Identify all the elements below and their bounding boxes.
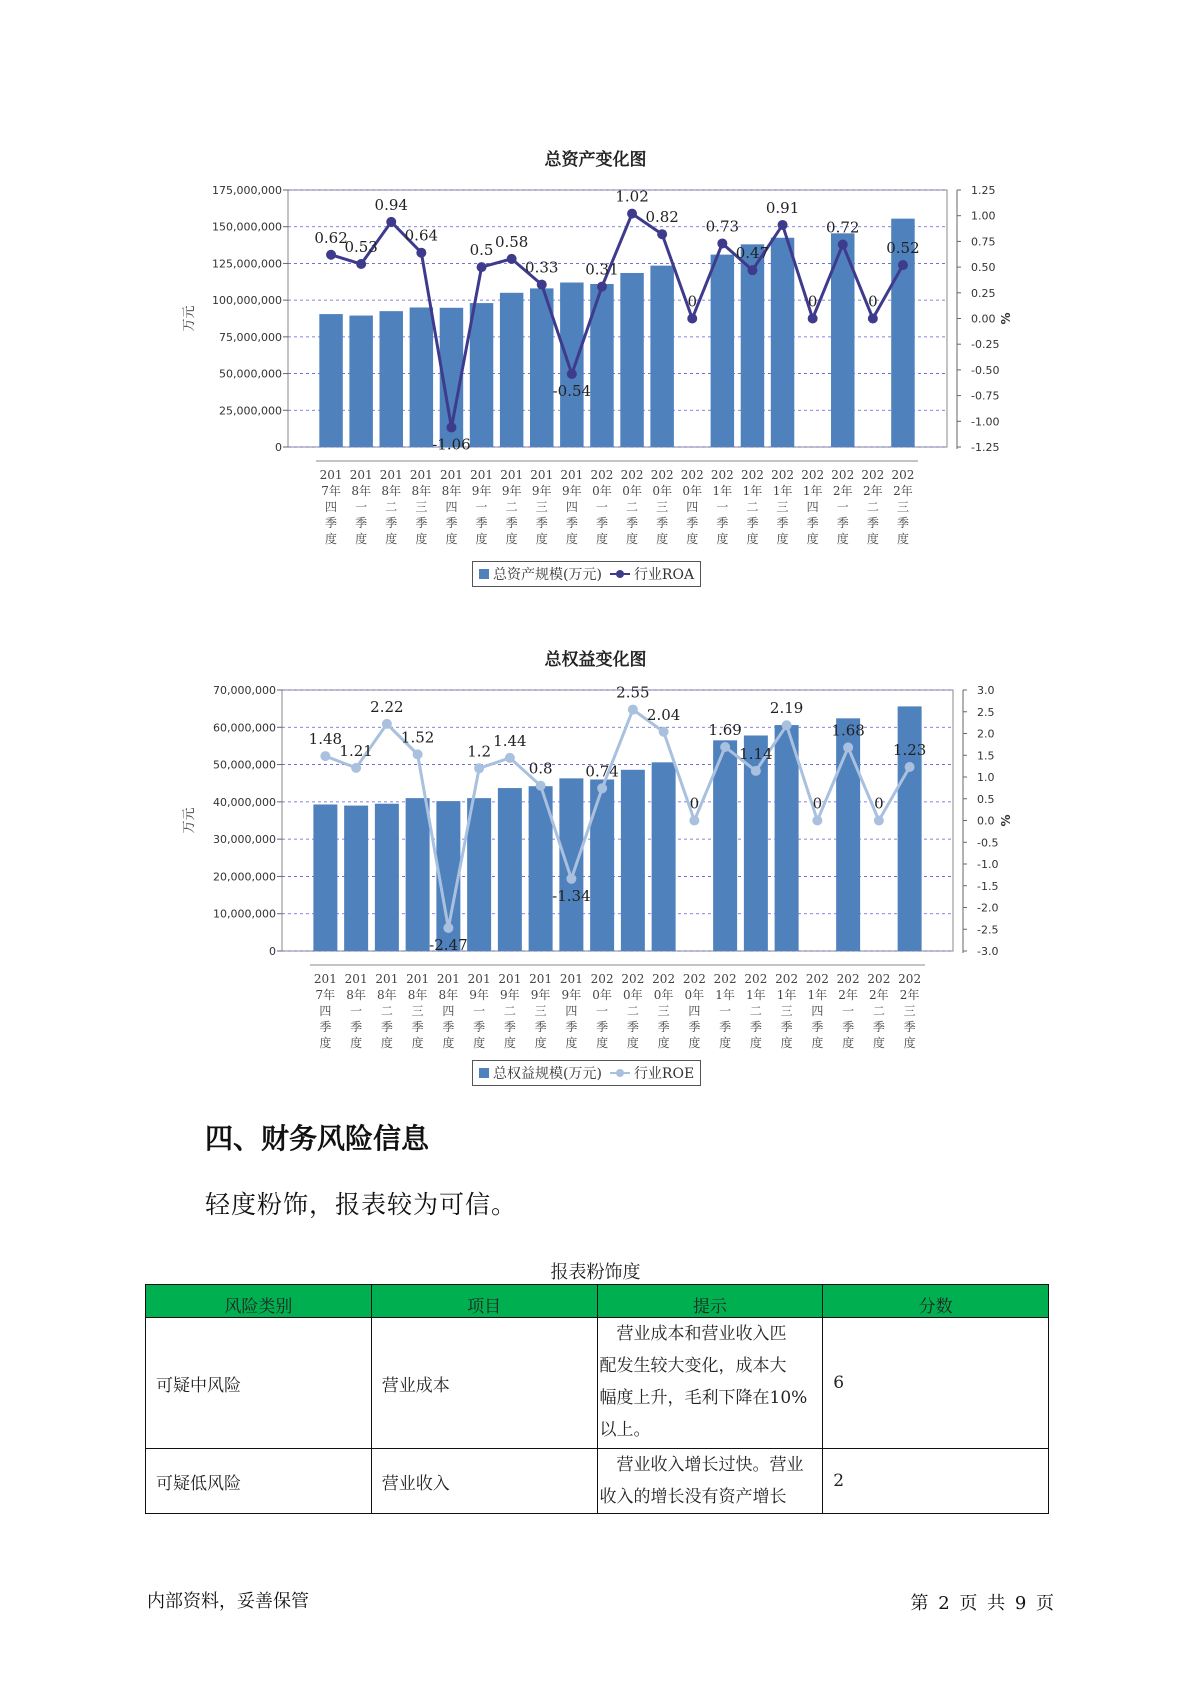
line-point xyxy=(689,816,699,826)
line-point xyxy=(808,314,818,324)
x-tick-label: 202 0年四季度 xyxy=(682,972,706,1050)
x-tick-label: 202 0年二季度 xyxy=(620,468,644,546)
data-label: 0.5 xyxy=(469,241,494,260)
y2-tick-label: 2.0 xyxy=(977,727,995,741)
line-point xyxy=(659,727,669,737)
asset-chart-title: 总资产变化图 xyxy=(544,150,647,170)
x-tick-label: 201 8年一季度 xyxy=(349,468,373,546)
y-tick-label: 25,000,000 xyxy=(219,404,282,418)
y-tick-label: 125,000,000 xyxy=(212,257,282,271)
bar xyxy=(559,778,583,951)
data-label: 0.91 xyxy=(765,198,800,217)
data-label: 0.62 xyxy=(314,228,348,247)
x-tick-label: 201 9年三季度 xyxy=(529,972,553,1050)
x-tick-label: 201 9年四季度 xyxy=(560,468,584,546)
data-label: -1.06 xyxy=(432,435,471,454)
data-label: 0.82 xyxy=(645,208,679,227)
bar xyxy=(410,307,433,447)
y-tick-label: 50,000,000 xyxy=(219,367,282,381)
y2-tick-label: 1.00 xyxy=(971,209,996,223)
data-label: 1.23 xyxy=(892,740,927,759)
y2-tick-label: 0.50 xyxy=(971,261,996,275)
x-tick-label: 201 8年二季度 xyxy=(375,972,399,1050)
legend-label-roe: 行业ROE xyxy=(633,1066,695,1082)
data-label: 1.48 xyxy=(308,730,343,749)
line-point xyxy=(778,220,788,230)
y2-tick-label: -0.75 xyxy=(971,389,1000,403)
equity-chart-title: 总权益变化图 xyxy=(544,650,647,670)
y-axis-title: 万元 xyxy=(182,305,197,332)
line-point xyxy=(320,751,330,761)
line-point xyxy=(747,265,757,275)
y2-tick-label: 0.25 xyxy=(971,286,996,300)
y2-axis-title: % xyxy=(999,312,1013,325)
y2-tick-label: -0.5 xyxy=(977,836,999,850)
cell-item: 营业成本 xyxy=(371,1318,597,1449)
line-point xyxy=(567,369,577,379)
line-point xyxy=(898,260,908,270)
tip-line: 配发生较大变化，成本大 xyxy=(599,1356,787,1376)
y2-tick-label: 1.25 xyxy=(971,184,996,197)
x-tick-label: 202 2年一季度 xyxy=(831,468,855,546)
line-point xyxy=(905,762,915,772)
y2-tick-label: -3.0 xyxy=(977,945,999,958)
line-point xyxy=(843,742,853,752)
y2-tick-label: -2.0 xyxy=(977,901,999,915)
x-tick-label: 201 8年三季度 xyxy=(406,972,430,1050)
line-point xyxy=(413,749,423,759)
x-tick-label: 201 8年三季度 xyxy=(409,468,433,546)
x-tick-label: 201 9年一季度 xyxy=(467,972,491,1050)
data-label: 0 xyxy=(807,292,818,311)
data-label: 1.21 xyxy=(339,741,373,760)
x-tick-label: 202 1年三季度 xyxy=(771,468,795,546)
y2-tick-label: -0.50 xyxy=(971,363,1000,377)
bar xyxy=(621,770,645,951)
line-point xyxy=(474,763,484,773)
bar xyxy=(775,725,799,951)
y2-tick-label: 1.0 xyxy=(977,771,995,784)
y2-tick-label: 0.5 xyxy=(977,792,995,806)
x-tick-label: 201 8年四季度 xyxy=(439,468,463,546)
legend-label-equity: 总权益规模(万元) xyxy=(493,1066,602,1082)
line-point xyxy=(782,720,792,730)
bar xyxy=(771,238,794,447)
line-point xyxy=(838,239,848,249)
line-point xyxy=(868,314,878,324)
bar xyxy=(380,311,403,447)
bar xyxy=(713,740,737,951)
data-label: 0 xyxy=(687,292,698,311)
x-tick-label: 202 1年四季度 xyxy=(805,972,829,1050)
section-heading: 四、财务风险信息 xyxy=(205,1122,430,1155)
legend-swatch-line xyxy=(610,1068,630,1078)
y2-tick-label: 0.00 xyxy=(971,312,996,326)
y2-tick-label: -2.5 xyxy=(977,923,999,937)
data-label: 0 xyxy=(868,292,878,311)
y2-tick-label: 2.5 xyxy=(977,705,995,719)
y-tick-label: 70,000,000 xyxy=(213,684,276,697)
data-label: 1.14 xyxy=(739,744,773,763)
data-label: 0.72 xyxy=(826,218,860,237)
footer-page-number: 第 2 页 共 9 页 xyxy=(910,1593,1054,1614)
data-label: 0.58 xyxy=(494,232,529,251)
x-tick-label: 201 9年一季度 xyxy=(470,468,494,546)
asset-chart-legend xyxy=(472,561,701,587)
y-tick-label: 30,000,000 xyxy=(213,833,276,847)
cell-score: 2 xyxy=(823,1449,1049,1514)
y-axis-title: 万元 xyxy=(182,807,197,834)
y-tick-label: 40,000,000 xyxy=(213,795,276,809)
table-row xyxy=(146,1449,1049,1514)
equity-chart xyxy=(0,675,1191,1095)
bar xyxy=(344,806,368,951)
line-point xyxy=(351,763,361,773)
legend-label-assets: 总资产规模(万元) xyxy=(493,567,602,583)
y-tick-label: 10,000,000 xyxy=(213,907,276,921)
bar xyxy=(406,798,430,951)
data-label: 2.22 xyxy=(370,697,404,716)
x-tick-label: 202 2年三季度 xyxy=(891,468,915,546)
y-tick-label: 175,000,000 xyxy=(212,184,282,197)
data-label: 0.47 xyxy=(735,244,770,263)
line-point xyxy=(717,238,727,248)
y2-tick-label: 0.0 xyxy=(977,814,995,828)
asset-chart xyxy=(0,175,1191,595)
y-tick-label: 20,000,000 xyxy=(213,870,276,884)
x-tick-label: 202 2年二季度 xyxy=(867,972,891,1050)
x-tick-label: 202 1年一季度 xyxy=(713,972,737,1050)
line-point xyxy=(687,314,697,324)
data-label: 0.64 xyxy=(404,226,439,245)
y2-tick-label: 3.0 xyxy=(977,684,995,697)
line-point xyxy=(720,742,730,752)
footer-confidential: 内部资料，妥善保管 xyxy=(147,1591,309,1612)
data-label: 1.2 xyxy=(467,742,492,761)
data-label: 0.8 xyxy=(528,759,553,778)
header-item: 项目 xyxy=(371,1285,597,1318)
table-row xyxy=(146,1318,1049,1449)
line-point xyxy=(628,705,638,715)
line-point xyxy=(416,248,426,258)
x-tick-label: 202 1年四季度 xyxy=(801,468,825,546)
x-tick-label: 202 1年一季度 xyxy=(710,468,734,546)
y2-tick-label: -1.25 xyxy=(971,441,1000,454)
x-tick-label: 202 2年三季度 xyxy=(898,972,922,1050)
data-label: 2.19 xyxy=(769,699,804,718)
y-tick-label: 0 xyxy=(269,945,276,958)
y2-tick-label: 1.5 xyxy=(977,749,995,763)
x-tick-label: 201 8年二季度 xyxy=(379,468,403,546)
line-point xyxy=(446,422,456,432)
y-tick-label: 100,000,000 xyxy=(212,294,282,308)
equity-chart-legend xyxy=(472,1060,701,1086)
line-point xyxy=(597,783,607,793)
tip-line: 收入的增长没有资产增长 xyxy=(599,1487,787,1507)
bar xyxy=(590,779,614,951)
data-label: -1.34 xyxy=(552,886,591,905)
line-point xyxy=(477,262,487,272)
cell-tip xyxy=(597,1449,823,1514)
bar xyxy=(650,266,673,447)
tip-line: 以上。 xyxy=(599,1420,651,1440)
bar xyxy=(349,316,372,447)
line-point xyxy=(326,250,336,260)
bar xyxy=(467,798,491,951)
line-point xyxy=(386,217,396,227)
x-tick-label: 201 9年四季度 xyxy=(559,972,583,1050)
x-tick-label: 202 1年二季度 xyxy=(740,468,764,546)
data-label: 0.94 xyxy=(374,195,408,214)
data-label: 0.33 xyxy=(525,258,559,277)
data-label: 1.52 xyxy=(400,728,435,747)
bar xyxy=(560,283,583,447)
cell-category: 可疑低风险 xyxy=(146,1449,372,1514)
y2-tick-label: -1.00 xyxy=(971,415,1000,429)
y-tick-label: 75,000,000 xyxy=(219,330,282,344)
table-caption: 报表粉饰度 xyxy=(550,1262,641,1283)
data-label: 1.69 xyxy=(708,720,742,739)
legend-swatch-bar xyxy=(479,1068,489,1078)
x-tick-label: 201 9年二季度 xyxy=(498,972,522,1050)
y-tick-label: 0 xyxy=(275,441,282,454)
bar xyxy=(375,804,399,951)
x-tick-label: 201 8年四季度 xyxy=(436,972,460,1050)
line-point xyxy=(812,816,822,826)
data-label: 1.02 xyxy=(615,187,649,206)
tip-line: 营业成本和营业收入匹 xyxy=(599,1324,787,1344)
line-point xyxy=(507,254,517,264)
x-tick-label: 202 0年三季度 xyxy=(650,468,674,546)
x-tick-label: 202 2年二季度 xyxy=(861,468,885,546)
data-label: 0 xyxy=(812,794,823,813)
tip-line: 幅度上升，毛利下降在10% xyxy=(599,1388,808,1408)
bar xyxy=(836,718,860,951)
x-tick-label: 202 0年一季度 xyxy=(590,468,614,546)
line-point xyxy=(505,753,515,763)
y2-axis-title: % xyxy=(999,814,1013,827)
risk-summary: 轻度粉饰，报表较为可信。 xyxy=(205,1190,518,1219)
header-category: 风险类别 xyxy=(146,1285,372,1318)
bar xyxy=(319,314,342,447)
line-point xyxy=(356,259,366,269)
data-label: 0 xyxy=(689,794,700,813)
y2-tick-label: -1.0 xyxy=(977,858,999,871)
data-label: 2.04 xyxy=(646,705,681,724)
line-point xyxy=(597,282,607,292)
data-label: -2.47 xyxy=(429,935,468,954)
line-point xyxy=(566,874,576,884)
y-tick-label: 50,000,000 xyxy=(213,758,276,772)
bar xyxy=(711,255,734,447)
bar xyxy=(620,273,643,447)
header-tip: 提示 xyxy=(597,1285,823,1318)
line-point xyxy=(536,781,546,791)
y-tick-label: 150,000,000 xyxy=(212,220,282,234)
x-tick-label: 202 0年二季度 xyxy=(621,972,645,1050)
line-point xyxy=(874,816,884,826)
legend-label-roa: 行业ROA xyxy=(633,567,695,583)
line-point xyxy=(382,719,392,729)
x-tick-label: 201 9年三季度 xyxy=(530,468,554,546)
tip-line: 营业收入增长过快。营业 xyxy=(599,1455,804,1475)
legend-swatch-line xyxy=(610,569,630,579)
table-header-row xyxy=(146,1285,1049,1318)
cell-score: 6 xyxy=(823,1318,1049,1449)
x-tick-label: 201 8年一季度 xyxy=(344,972,368,1050)
bar xyxy=(652,762,676,951)
x-tick-label: 202 2年一季度 xyxy=(836,972,860,1050)
data-label: 1.68 xyxy=(831,721,865,740)
data-label: 0.74 xyxy=(585,762,619,781)
data-label: 0.73 xyxy=(705,217,740,236)
data-label: 0.52 xyxy=(886,239,920,258)
line-point xyxy=(627,209,637,219)
bar xyxy=(500,293,523,447)
x-tick-label: 202 0年三季度 xyxy=(652,972,676,1050)
risk-table xyxy=(145,1284,1049,1514)
data-label: 0.53 xyxy=(344,238,378,257)
x-tick-label: 202 0年一季度 xyxy=(590,972,614,1050)
cell-tip xyxy=(597,1318,823,1449)
data-label: 2.55 xyxy=(616,683,650,702)
line-point xyxy=(657,229,667,239)
line-point xyxy=(537,280,547,290)
y-tick-label: 60,000,000 xyxy=(213,721,276,735)
data-label: 0.31 xyxy=(585,260,619,279)
line-point xyxy=(443,923,453,933)
cell-item: 营业收入 xyxy=(371,1449,597,1514)
y2-tick-label: -0.25 xyxy=(971,338,1000,352)
bar xyxy=(498,788,522,951)
header-score: 分数 xyxy=(823,1285,1049,1318)
legend-swatch-bar xyxy=(479,569,489,579)
data-label: 0 xyxy=(874,794,884,813)
x-tick-label: 201 9年二季度 xyxy=(500,468,524,546)
x-tick-label: 202 0年四季度 xyxy=(680,468,704,546)
bar xyxy=(313,804,337,951)
x-tick-label: 202 1年三季度 xyxy=(775,972,799,1050)
y2-tick-label: 0.75 xyxy=(971,235,996,249)
bar xyxy=(470,303,493,447)
cell-category: 可疑中风险 xyxy=(146,1318,372,1449)
data-label: -0.54 xyxy=(552,382,592,401)
x-tick-label: 202 1年二季度 xyxy=(744,972,768,1050)
line-point xyxy=(751,766,761,776)
data-label: 1.44 xyxy=(493,731,527,750)
x-tick-label: 201 7年四季度 xyxy=(319,468,343,546)
y2-tick-label: -1.5 xyxy=(977,879,999,893)
x-tick-label: 201 7年四季度 xyxy=(313,972,337,1050)
